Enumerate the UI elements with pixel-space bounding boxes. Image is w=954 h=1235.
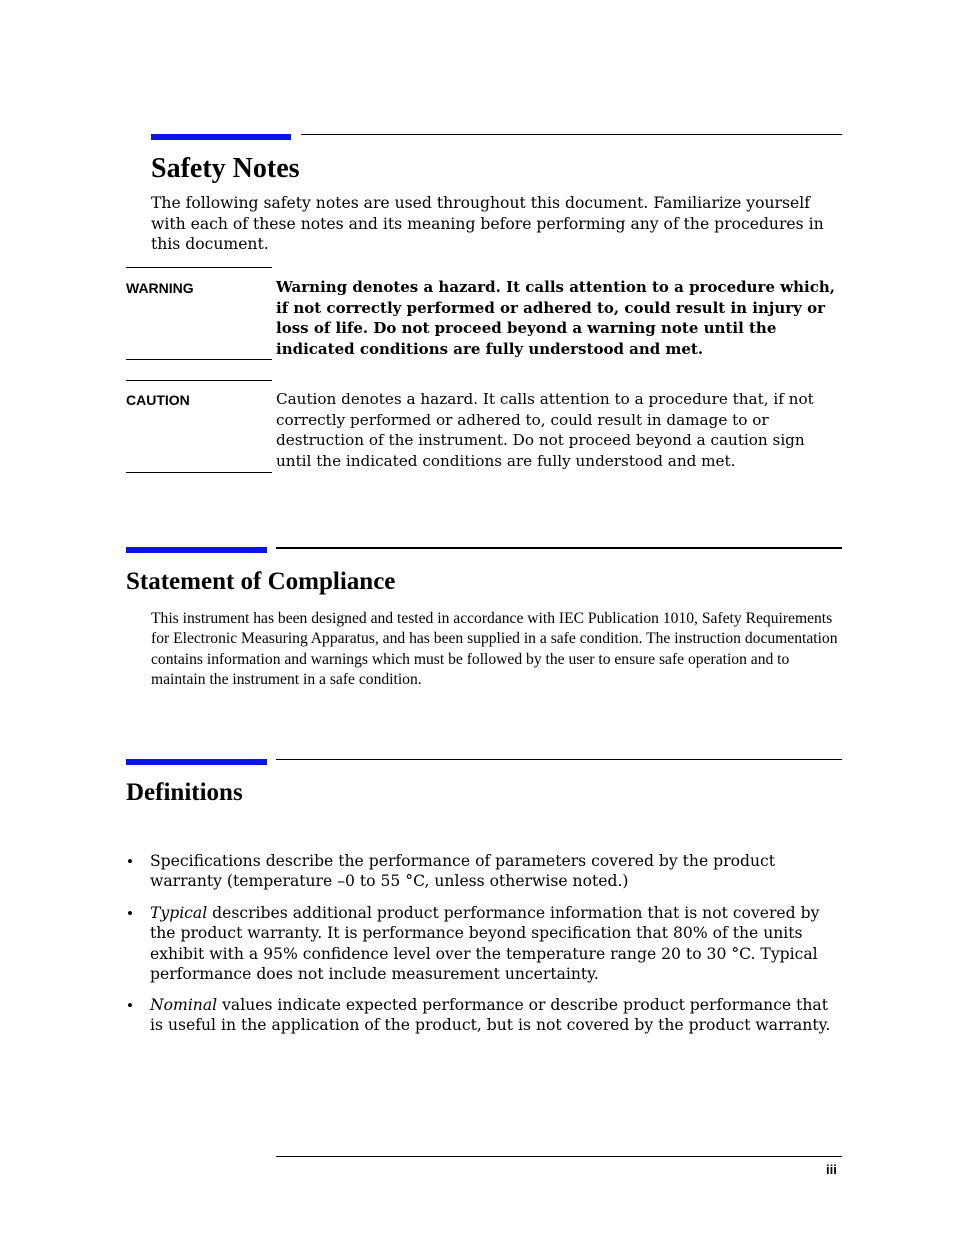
bullet-icon: • [127,996,133,1015]
definition-text: describes additional product performance information that is not covered by the product warranty. It is performance beyond specification that 80% of the units exhibit with a 95% confidence level over the temperature range 20 to 30 °C. Typical performance does not include measurement uncertainty. [150,904,820,984]
definition-lead: Typical [150,904,208,922]
caution-label: CAUTION [126,392,190,408]
caution-bottom-rule [126,472,272,473]
definition-item-specifications [150,851,842,892]
section-rule-compliance [276,547,842,549]
definition-lead: Nominal [150,996,218,1014]
section-rule-safety [301,134,842,135]
warning-text: Warning denotes a hazard. It calls attention to a procedure which, if not correctly performed or adhered to, could result in injury or loss of life. Do not proceed beyond a warning note until the indicated conditions are fully understood and met. [276,278,835,358]
compliance-text: This instrument has been designed and tested in accordance with IEC Publication 1010, Safety Requirements for Electronic Measuring Apparatus, and has been supplied in a safe condition. The instruction documentation contains information and warnings which must be followed by the user to ensure safe operation and to maintain the instrument in a safe condition. [151,610,838,688]
section-bar-definitions [126,759,267,765]
footer-rule [276,1156,842,1157]
safety-notes-intro: The following safety notes are used throughout this document. Familiarize yourself with each of these notes and its meaning before performing any of the procedures in this document. [151,194,824,253]
definition-item-typical [150,903,842,985]
definition-text: Specifications describe the performance of parameters covered by the product warranty (temperature –0 to 55 °C, unless otherwise noted.) [150,852,776,891]
safety-notes-title: Safety Notes [151,153,300,184]
bullet-icon: • [127,852,133,871]
warning-top-rule [126,267,272,268]
definition-text: values indicate expected performance or describe product performance that is useful in the application of the product, but is not covered by the product warranty. [150,996,831,1035]
section-bar-compliance [126,547,267,553]
warning-label: WARNING [126,280,194,296]
warning-bottom-rule [126,359,272,360]
caution-top-rule [126,380,272,381]
caution-text: Caution denotes a hazard. It calls attention to a procedure that, if not correctly performed or adhered to, could result in damage to or destruction of the instrument. Do not proceed beyond a caution sign until the indicated conditions are fully understood and met. [276,390,814,470]
compliance-title: Statement of Compliance [126,568,396,595]
page-number: iii [826,1162,837,1177]
bullet-icon: • [127,904,133,923]
section-bar-safety [151,134,291,140]
definition-item-nominal [150,995,842,1036]
section-rule-definitions [276,759,842,760]
definitions-title: Definitions [126,779,243,806]
